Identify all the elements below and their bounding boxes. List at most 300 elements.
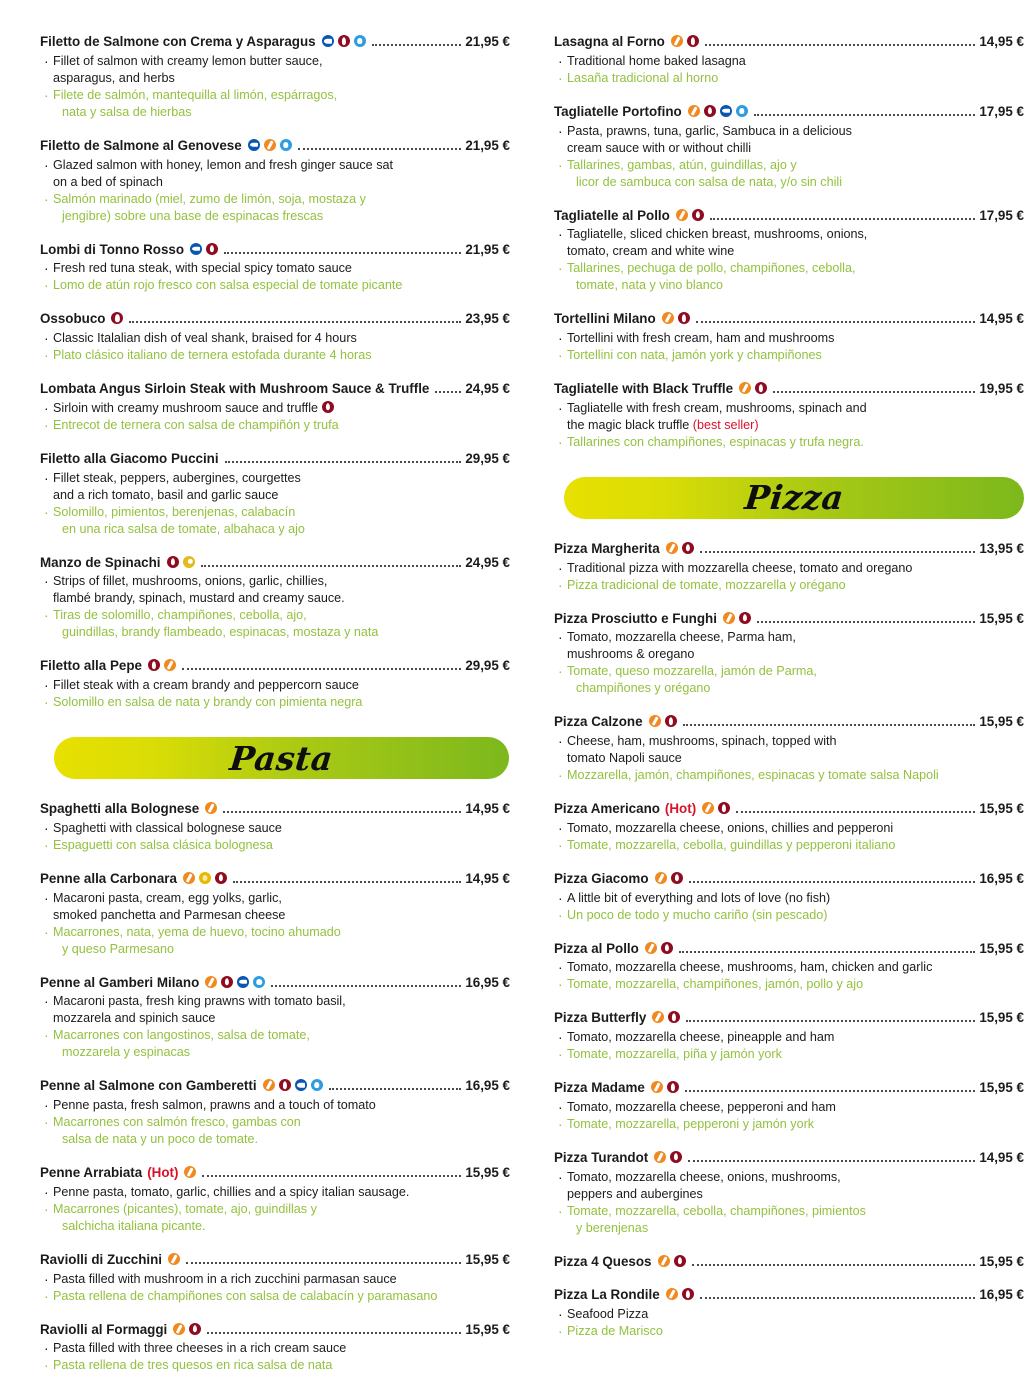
menu-item-name: Spaghetti alla Bolognese — [40, 801, 200, 816]
menu-item-price: 23,95 € — [465, 311, 510, 327]
pasta-item-list — [40, 801, 510, 1374]
description-line-es: nata y salsa de hierbas — [62, 104, 192, 119]
gluten-allergen-icon — [702, 802, 714, 814]
gluten-allergen-icon — [662, 312, 674, 324]
menu-item-header — [554, 34, 1024, 51]
description-line-en: tomato Napoli sauce — [567, 751, 682, 765]
menu-item-header — [554, 1150, 1024, 1167]
menu-item-description — [40, 157, 510, 225]
description-line-en: mozzarela and spinich sauce — [53, 1011, 216, 1026]
gluten-allergen-icon — [164, 659, 176, 671]
menu-item[interactable] — [40, 451, 510, 538]
description-line-es: tomate, nata y vino blanco — [576, 278, 724, 293]
milk-allergen-icon — [671, 872, 683, 884]
menu-item-name: Lombi di Tonno Rosso — [40, 241, 185, 257]
allergen-icon-group — [173, 1323, 201, 1335]
menu-item[interactable] — [40, 1165, 510, 1235]
price-leader-dots — [435, 391, 461, 393]
menu-item[interactable] — [554, 1254, 1024, 1271]
menu-item-description — [554, 629, 1024, 697]
menu-item-name: Tagliatelle al Pollo — [554, 207, 670, 223]
menu-item-name: Filetto de Salmone al Genovese — [40, 137, 242, 153]
description-line-en: · Pasta filled with mushroom in a rich zucchini parmasan sauce — [40, 1271, 510, 1288]
menu-item-header — [554, 1080, 1024, 1097]
menu-item[interactable] — [40, 138, 510, 225]
allergen-icon-group — [702, 802, 730, 814]
menu-item-header — [554, 381, 1024, 398]
menu-item[interactable] — [554, 1287, 1024, 1340]
allergen-icon-group — [666, 542, 694, 554]
description-line-en: tomato, cream and white wine — [567, 244, 735, 259]
menu-item-header — [40, 1252, 510, 1269]
price-leader-dots — [225, 461, 462, 463]
price-leader-dots — [710, 218, 975, 220]
milk-allergen-icon — [687, 35, 699, 47]
fish-allergen-icon — [237, 976, 249, 988]
allergen-icon-group — [658, 1255, 686, 1267]
menu-item-header — [40, 658, 510, 675]
milk-allergen-icon — [682, 542, 694, 554]
menu-item-price: 15,95 € — [465, 1165, 510, 1180]
menu-item-description — [40, 470, 510, 538]
menu-item-description — [554, 1029, 1024, 1063]
milk-allergen-icon — [670, 1151, 682, 1163]
fish-allergen-icon — [322, 35, 334, 47]
menu-item-price: 15,95 € — [979, 714, 1024, 730]
description-line-es: y queso Parmesano — [62, 941, 175, 956]
menu-item-header — [554, 714, 1024, 731]
price-leader-dots — [202, 1175, 461, 1177]
allergen-icon-group — [322, 35, 366, 47]
gluten-allergen-icon — [688, 105, 700, 117]
menu-item-price: 13,95 € — [979, 540, 1024, 556]
menu-item-price: 14,95 € — [465, 870, 510, 886]
price-leader-dots — [754, 114, 976, 116]
allergen-icon-group — [183, 872, 227, 884]
price-leader-dots — [736, 811, 975, 813]
menu-item-name: Pizza Margherita — [554, 540, 660, 556]
menu-item[interactable] — [554, 541, 1024, 594]
menu-item[interactable] — [40, 311, 510, 364]
description-line-en: · A little bit of everything and lots of love (no fish) — [554, 890, 1024, 907]
gluten-allergen-icon — [666, 1288, 678, 1300]
menu-item-header — [40, 381, 510, 398]
menu-item-price: 15,95 € — [979, 1253, 1024, 1269]
menu-item-description — [40, 573, 510, 641]
menu-item-header — [554, 941, 1024, 958]
menu-item-name: Pizza La Rondile — [554, 1287, 660, 1303]
description-line-es: · Pizza tradicional de tomate, mozzarella y orégano — [554, 577, 1024, 594]
gluten-allergen-icon — [649, 715, 661, 727]
milk-allergen-icon — [682, 1288, 694, 1300]
gluten-allergen-icon — [205, 976, 217, 988]
menu-item-price: 14,95 € — [979, 311, 1024, 327]
menu-item[interactable] — [40, 975, 510, 1062]
allergen-icon-group — [205, 802, 217, 814]
menu-item-price: 16,95 € — [465, 1078, 510, 1094]
menu-item-header — [40, 451, 510, 468]
description-line-es: · Tomate, mozzarella, cebolla, champiñones, pimientos — [554, 1203, 1024, 1220]
description-line-es: · Salmón marinado (miel, zumo de limón, soja, mostaza y — [40, 191, 510, 208]
description-line-es: · Un poco de todo y mucho cariño (sin pescado) — [554, 907, 1024, 924]
price-leader-dots — [692, 1264, 976, 1266]
pizza-item-list — [554, 541, 1024, 1340]
fish-allergen-icon — [720, 105, 732, 117]
allergen-icon-group — [688, 105, 748, 117]
menu-item[interactable] — [40, 555, 510, 642]
description-line-es: champiñones y orégano — [576, 681, 711, 696]
price-leader-dots — [679, 951, 975, 953]
description-line-en: · Tagliatelle with fresh cream, mushrooms, spinach and — [554, 400, 1024, 417]
menu-item-name: Lombata Angus Sirloin Steak with Mushroom Sauce & Truffle — [40, 381, 430, 396]
menu-item-description — [554, 890, 1024, 924]
allergen-icon-group — [676, 209, 704, 221]
allergen-icon-group — [652, 1011, 680, 1023]
price-leader-dots — [298, 148, 462, 150]
menu-item-header — [40, 801, 510, 818]
description-line-es: · Tallarines, gambas, atún, guindillas, ajo y — [554, 157, 1024, 174]
menu-item[interactable] — [554, 801, 1024, 854]
allergen-icon-group — [167, 556, 195, 568]
gluten-allergen-icon — [651, 1081, 663, 1093]
description-line-es: · Tomate, mozzarella, champiñones, jamón, pollo y ajo — [554, 976, 1024, 993]
price-leader-dots — [700, 1297, 976, 1299]
menu-item-name: Raviolli al Formaggi — [40, 1321, 168, 1337]
egg-allergen-icon — [199, 872, 211, 884]
menu-item[interactable] — [554, 381, 1024, 451]
gluten-allergen-icon — [666, 542, 678, 554]
menu-item-name: Manzo de Spinachi — [40, 554, 161, 570]
menu-item-description — [40, 890, 510, 958]
menu-item-description — [40, 677, 510, 711]
menu-item-header — [40, 138, 510, 155]
description-line-en: · Tomato, mozzarella cheese, pineapple and ham — [554, 1029, 1024, 1046]
gluten-allergen-icon — [654, 1151, 666, 1163]
fish-allergen-icon — [295, 1079, 307, 1091]
description-line-en: · Fresh red tuna steak, with special spicy tomato sauce — [40, 260, 510, 277]
menu-item-description — [554, 226, 1024, 294]
menu-item-name: Penne al Salmone con Gamberetti — [40, 1078, 257, 1094]
description-line-en: · Tomato, mozzarella cheese, pepperoni and ham — [554, 1099, 1024, 1116]
description-line-es: · Macarrones con salmón fresco, gambas con — [40, 1114, 510, 1131]
menu-item-header — [40, 1322, 510, 1339]
allergen-icon-group — [662, 312, 690, 324]
price-leader-dots — [329, 1088, 462, 1090]
crustacean-allergen-icon — [280, 139, 292, 151]
menu-item-price: 15,95 € — [979, 940, 1024, 956]
menu-item-description — [40, 993, 510, 1061]
gluten-allergen-icon — [671, 35, 683, 47]
description-line-en: · Spaghetti with classical bolognese sauce — [40, 820, 510, 837]
gluten-allergen-icon — [655, 872, 667, 884]
menu-item-header — [554, 611, 1024, 628]
menu-item-header — [40, 555, 510, 572]
menu-item-header — [554, 311, 1024, 328]
menu-item-description — [40, 53, 510, 121]
gluten-allergen-icon — [652, 1011, 664, 1023]
menu-item-header — [40, 311, 510, 328]
description-line-es: · Tortellini con nata, jamón york y champiñones — [554, 347, 1024, 364]
menu-item[interactable] — [40, 658, 510, 711]
crustacean-allergen-icon — [253, 976, 265, 988]
fish-allergen-icon — [248, 139, 260, 151]
menu-item-name: Filetto de Salmone con Crema y Asparagus — [40, 34, 316, 49]
milk-allergen-icon — [189, 1323, 201, 1335]
description-line-es: salchicha italiana picante. — [62, 1218, 206, 1233]
menu-item-price: 24,95 € — [465, 554, 510, 570]
milk-allergen-icon — [221, 976, 233, 988]
menu-item-description — [40, 400, 510, 434]
menu-item[interactable] — [40, 1322, 510, 1375]
menu-item[interactable] — [554, 1080, 1024, 1133]
menu-item-name: Tagliatelle with Black Truffle — [554, 381, 734, 396]
menu-item-description — [554, 560, 1024, 594]
description-line-es: · Espaguetti con salsa clásica bolognesa — [40, 837, 510, 854]
description-line-en: · Pasta filled with three cheeses in a rich cream sauce — [40, 1340, 510, 1357]
menu-item-name: Pizza Prosciutto e Funghi — [554, 610, 717, 626]
description-line-es: · Pasta rellena de champiñones con salsa de calabacín y paramasano — [40, 1288, 510, 1305]
description-line-es: · Tomate, mozzarella, cebolla, guindillas y pepperoni italiano — [554, 837, 1024, 854]
menu-item-description — [40, 1271, 510, 1305]
description-line-es: · Macarrones (picantes), tomate, ajo, guindillas y — [40, 1201, 510, 1218]
allergen-icon-group — [184, 1166, 196, 1178]
menu-item-description — [554, 1306, 1024, 1340]
milk-allergen-icon — [206, 243, 218, 255]
menu-item-price: 15,95 € — [979, 801, 1024, 816]
menu-item-price: 16,95 € — [465, 974, 510, 990]
menu-item[interactable] — [554, 941, 1024, 994]
milk-allergen-icon — [674, 1255, 686, 1267]
allergen-icon-group — [205, 976, 265, 988]
gluten-allergen-icon — [264, 139, 276, 151]
menu-item[interactable] — [40, 381, 510, 434]
allergen-icon-group — [655, 872, 683, 884]
description-line-es: mozzarela y espinacas — [62, 1045, 191, 1060]
description-line-en: · Tomato, mozzarella cheese, onions, mushrooms, — [554, 1169, 1024, 1186]
menu-item[interactable] — [554, 714, 1024, 784]
description-line-en: peppers and aubergines — [567, 1186, 703, 1201]
allergen-icon-group — [111, 312, 123, 324]
menu-item-price: 15,95 € — [979, 1010, 1024, 1026]
description-line-es: en una rica salsa de tomate, albahaca y ajo — [62, 521, 305, 536]
description-line-en: · Tagliatelle, sliced chicken breast, mushrooms, onions, — [554, 226, 1024, 243]
description-line-es: salsa de nata y un poco de tomate. — [62, 1132, 259, 1146]
description-line-es: · Pizza de Marisco — [554, 1323, 1024, 1340]
menu-item[interactable] — [554, 311, 1024, 364]
description-line-en: · Tortellini with fresh cream, ham and mushrooms — [554, 330, 1024, 347]
gluten-allergen-icon — [676, 209, 688, 221]
menu-item-name: Tagliatelle Portofino — [554, 103, 682, 119]
menu-item-price: 17,95 € — [979, 103, 1024, 119]
gluten-allergen-icon — [645, 942, 657, 954]
menu-item-description — [554, 400, 1024, 451]
menu-item[interactable] — [40, 1078, 510, 1148]
best-seller-note: (best seller) — [692, 417, 759, 432]
price-leader-dots — [201, 565, 462, 567]
price-leader-dots — [685, 1090, 976, 1092]
description-line-en: and a rich tomato, basil and garlic sauce — [53, 487, 279, 502]
menu-item-price: 24,95 € — [465, 381, 510, 396]
menu-item-price: 16,95 € — [979, 870, 1024, 886]
menu-item[interactable] — [554, 208, 1024, 295]
milk-allergen-icon — [338, 35, 350, 47]
menu-item-header — [554, 104, 1024, 121]
menu-item-price: 19,95 € — [979, 381, 1024, 396]
price-leader-dots — [233, 881, 461, 883]
menu-item[interactable] — [40, 801, 510, 854]
menu-item[interactable] — [554, 611, 1024, 698]
menu-item[interactable] — [40, 242, 510, 295]
description-line-es: · Lasaña tradicional al horno — [554, 70, 1024, 87]
description-line-en: · Traditional pizza with mozzarella cheese, tomato and oregano — [554, 560, 1024, 577]
menu-item-description — [554, 330, 1024, 364]
description-line-es: y berenjenas — [576, 1220, 649, 1235]
description-line-en: · Tomato, mozzarella cheese, onions, chillies and pepperoni — [554, 820, 1024, 837]
menu-item-description — [554, 53, 1024, 87]
price-leader-dots — [773, 391, 975, 393]
section-banner-pasta — [54, 737, 509, 779]
menu-item-description — [40, 1097, 510, 1148]
description-line-es: · Lomo de atún rojo fresco con salsa especial de tomate picante — [40, 277, 510, 294]
description-line-es: · Tomate, mozzarella, piña y jamón york — [554, 1046, 1024, 1063]
description-line-en: · Macaroni pasta, cream, egg yolks, garlic, — [40, 890, 510, 907]
menu-item-price: 29,95 € — [465, 658, 510, 674]
section-title-pizza: Pizza — [742, 478, 846, 518]
menu-item-description — [40, 1184, 510, 1235]
menu-item-description — [554, 1099, 1024, 1133]
allergen-icon-group — [263, 1079, 323, 1091]
menu-item-name: Pizza Madame — [554, 1080, 645, 1095]
milk-allergen-icon — [111, 312, 123, 324]
menu-item-price: 15,95 € — [979, 610, 1024, 626]
milk-allergen-icon — [665, 715, 677, 727]
menu-item-name: Pizza Calzone — [554, 714, 643, 730]
menu-item-description — [554, 820, 1024, 854]
crustacean-allergen-icon — [736, 105, 748, 117]
allergen-icon-group — [645, 942, 673, 954]
price-leader-dots — [129, 321, 461, 323]
menu-item-price: 29,95 € — [465, 450, 510, 466]
description-line-en: the magic black truffle (best seller) — [567, 417, 759, 432]
description-line-en: · Traditional home baked lasagna — [554, 53, 1024, 70]
milk-allergen-icon — [704, 105, 716, 117]
milk-allergen-icon — [322, 401, 334, 413]
menu-item-price: 21,95 € — [465, 34, 510, 49]
gluten-allergen-icon — [168, 1253, 180, 1265]
allergen-icon-group — [666, 1288, 694, 1300]
price-leader-dots — [757, 621, 975, 623]
description-line-en: · Fillet steak with a cream brandy and peppercorn sauce — [40, 677, 510, 694]
description-line-en: · Cheese, ham, mushrooms, spinach, topped with — [554, 733, 1024, 750]
milk-allergen-icon — [167, 556, 179, 568]
milk-allergen-icon — [661, 942, 673, 954]
milk-allergen-icon — [739, 612, 751, 624]
description-line-es: · Tallarines, pechuga de pollo, champiñones, cebolla, — [554, 260, 1024, 277]
price-leader-dots — [271, 985, 461, 987]
price-leader-dots — [705, 44, 975, 46]
menu-item-header — [40, 1078, 510, 1095]
description-line-en: · Penne pasta, fresh salmon, prawns and a touch of tomato — [40, 1097, 510, 1114]
menu-item-header — [554, 1254, 1024, 1271]
description-line-es: · Tiras de solomillo, champiñones, cebolla, ajo, — [40, 607, 510, 624]
hot-tag: (Hot) — [664, 801, 697, 816]
allergen-icon-group — [739, 382, 767, 394]
menu-item-name: Tortellini Milano — [554, 311, 656, 327]
description-line-en: · Seafood Pizza — [554, 1306, 1024, 1323]
menu-item-name: Filetto alla Pepe — [40, 658, 142, 674]
description-line-en: · Classic Italalian dish of veal shank, braised for 4 hours — [40, 330, 510, 347]
menu-item[interactable] — [40, 1252, 510, 1305]
menu-item-name: Raviolli di Zucchini — [40, 1251, 163, 1267]
menu-item[interactable] — [40, 34, 510, 121]
menu-item-price: 15,95 € — [979, 1080, 1024, 1095]
menu-item[interactable] — [554, 1150, 1024, 1237]
mustard-allergen-icon — [183, 556, 195, 568]
description-line-en: · Strips of fillet, mushrooms, onions, garlic, chillies, — [40, 573, 510, 590]
menu-item-price: 14,95 € — [979, 34, 1024, 49]
left-column — [40, 34, 510, 1374]
menu-item[interactable] — [554, 34, 1024, 87]
menu-item-header — [40, 871, 510, 888]
allergen-icon-group — [168, 1253, 180, 1265]
menu-item-description — [554, 123, 1024, 191]
description-line-en: · Fillet of salmon with creamy lemon butter sauce, — [40, 53, 510, 70]
description-line-en: smoked panchetta and Parmesan cheese — [53, 907, 286, 922]
gluten-allergen-icon — [184, 1166, 196, 1178]
menu-item-name: Pizza Turandot — [554, 1149, 649, 1165]
price-leader-dots — [182, 668, 461, 670]
milk-allergen-icon — [692, 209, 704, 221]
description-line-es: · Macarrones con langostinos, salsa de tomate, — [40, 1027, 510, 1044]
description-line-en: · Macaroni pasta, fresh king prawns with tomato basil, — [40, 993, 510, 1010]
menu-item-header — [40, 975, 510, 992]
section-title-pasta: Pasta — [227, 738, 336, 778]
menu-item-price: 21,95 € — [465, 137, 510, 153]
milk-allergen-icon — [718, 802, 730, 814]
menu-item-description — [554, 733, 1024, 784]
description-line-es: · Macarrones, nata, yema de huevo, tocino ahumado — [40, 924, 510, 941]
price-leader-dots — [696, 321, 976, 323]
allergen-icon-group — [723, 612, 751, 624]
gluten-allergen-icon — [723, 612, 735, 624]
menu-item-price: 15,95 € — [465, 1251, 510, 1267]
menu-item-header — [554, 1287, 1024, 1304]
description-line-es: · Tallarines con champiñones, espinacas y trufa negra. — [554, 434, 1024, 451]
description-line-en: · Sirloin with creamy mushroom sauce and truffle — [40, 400, 510, 417]
menu-item-name: Pizza 4 Quesos — [554, 1253, 652, 1269]
description-line-es: · Tomate, queso mozzarella, jamón de Parma, — [554, 663, 1024, 680]
menu-item-description — [554, 1169, 1024, 1237]
menu-item-name: Penne Arrabiata — [40, 1165, 143, 1180]
menu-item-name: Penne al Gamberi Milano — [40, 974, 200, 990]
menu-item[interactable] — [40, 871, 510, 958]
description-line-es: · Pasta rellena de tres quesos en rica salsa de nata — [40, 1357, 510, 1374]
menu-item-header — [40, 242, 510, 259]
description-line-en: on a bed of spinach — [53, 174, 163, 189]
menu-item[interactable] — [554, 871, 1024, 924]
price-leader-dots — [207, 1332, 461, 1334]
menu-item[interactable] — [554, 104, 1024, 191]
description-line-en: asparagus, and herbs — [53, 70, 175, 85]
allergen-icon-group — [651, 1081, 679, 1093]
section-banner-pizza — [564, 477, 1024, 519]
menu-item-name: Lasagna al Forno — [554, 34, 665, 49]
description-line-es: licor de sambuca con salsa de nata, y/o sin chili — [576, 174, 843, 189]
gluten-allergen-icon — [263, 1079, 275, 1091]
description-line-es: · Entrecot de ternera con salsa de champiñón y trufa — [40, 417, 510, 434]
menu-item[interactable] — [554, 1010, 1024, 1063]
price-leader-dots — [683, 724, 976, 726]
